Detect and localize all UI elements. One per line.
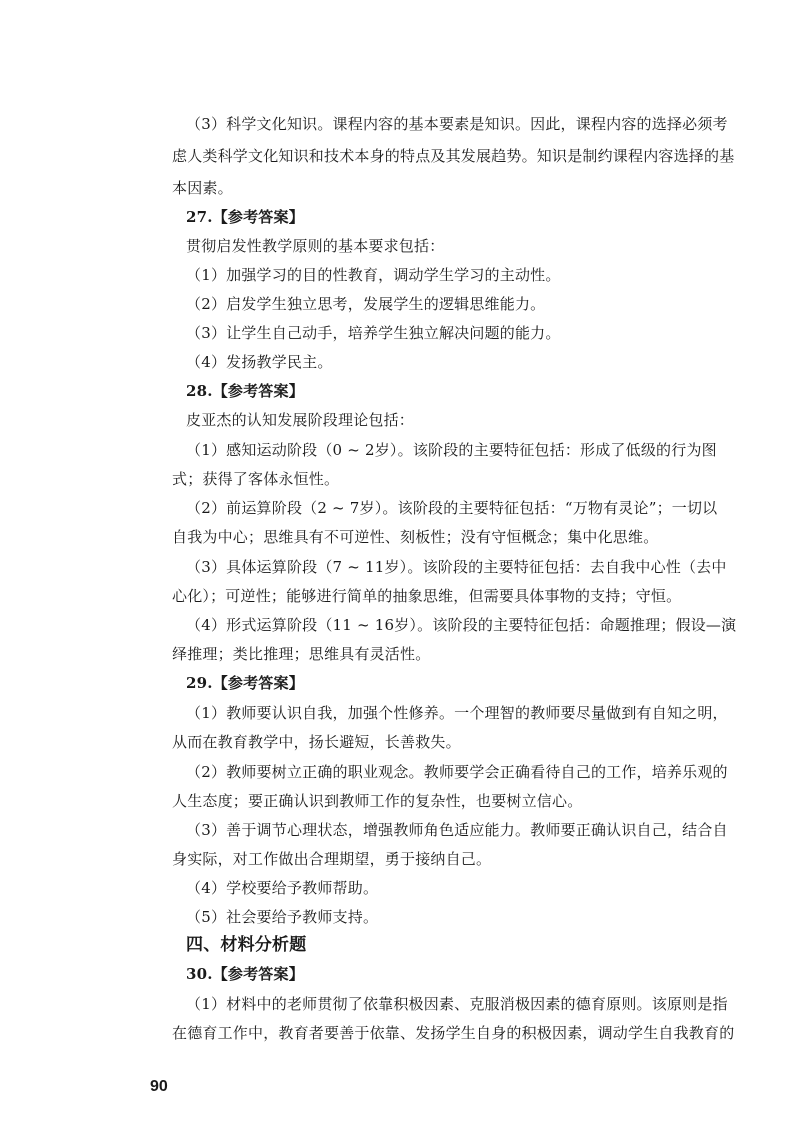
text-line: （1）感知运动阶段（0 ~ 2岁）。该阶段的主要特征包括：形成了低级的行为图 [186, 441, 717, 459]
answer-heading-30: 30.【参考答案】 [186, 965, 304, 983]
page-number: 90 [150, 1078, 168, 1095]
text-line: 心化）；可逆性；能够进行简单的抽象思维，但需要具体事物的支持；守恒。 [172, 587, 682, 605]
text-line: （3）具体运算阶段（7 ~ 11岁）。该阶段的主要特征包括：去自我中心性（去中 [186, 558, 727, 576]
text-line: （4）发扬教学民主。 [186, 353, 333, 371]
answer-heading-27: 27.【参考答案】 [186, 208, 304, 226]
text-line: （5）社会要给予教师支持。 [186, 908, 379, 926]
text-line: （2）启发学生独立思考，发展学生的逻辑思维能力。 [186, 295, 546, 313]
text-line: 人生态度；要正确认识到教师工作的复杂性，也要树立信心。 [172, 792, 583, 810]
text-line: 从而在教育教学中，扬长避短，长善救失。 [172, 733, 461, 751]
text-line: 绎推理；类比推理；思维具有灵活性。 [172, 645, 431, 663]
text-line: 式；获得了客体永恒性。 [172, 470, 340, 488]
text-line: （2）前运算阶段（2 ~ 7岁）。该阶段的主要特征包括：“万物有灵论”；一切以 [186, 499, 718, 517]
text-line: （4）形式运算阶段（11 ~ 16岁）。该阶段的主要特征包括：命题推理；假设—演 [186, 616, 737, 634]
text-line: （1）教师要认识自我，加强个性修养。一个理智的教师要尽量做到有自知之明， [186, 704, 728, 722]
text-line: 皮亚杰的认知发展阶段理论包括： [186, 411, 415, 429]
text-line: （1）材料中的老师贯彻了依靠积极因素、克服消极因素的德育原则。该原则是指 [186, 995, 728, 1013]
section-title: 四、材料分析题 [186, 935, 307, 955]
text-line: 贯彻启发性教学原则的基本要求包括： [186, 237, 445, 255]
text-line: （3）让学生自己动手，培养学生独立解决问题的能力。 [186, 324, 561, 342]
answer-heading-29: 29.【参考答案】 [186, 674, 304, 692]
text-line: 虑人类科学文化知识和技术本身的特点及其发展趋势。知识是制约课程内容选择的基 [172, 147, 735, 165]
text-line: 身实际，对工作做出合理期望，勇于接纳自己。 [172, 850, 492, 868]
text-line: （1）加强学习的目的性教育，调动学生学习的主动性。 [186, 266, 561, 284]
text-line: 自我为中心；思维具有不可逆性、刻板性；没有守恒概念；集中化思维。 [172, 528, 659, 546]
text-line: 本因素。 [172, 179, 233, 197]
text-line: （3）善于调节心理状态，增强教师角色适应能力。教师要正确认识自己，结合自 [186, 821, 728, 839]
answer-heading-28: 28.【参考答案】 [186, 382, 304, 400]
text-line: （4）学校要给予教师帮助。 [186, 879, 379, 897]
text-line: 在德育工作中，教育者要善于依靠、发扬学生自身的积极因素，调动学生自我教育的 [172, 1024, 735, 1042]
text-line: （2）教师要树立正确的职业观念。教师要学会正确看待自己的工作，培养乐观的 [186, 763, 728, 781]
text-line: （3）科学文化知识。课程内容的基本要素是知识。因此，课程内容的选择必须考 [186, 115, 728, 133]
